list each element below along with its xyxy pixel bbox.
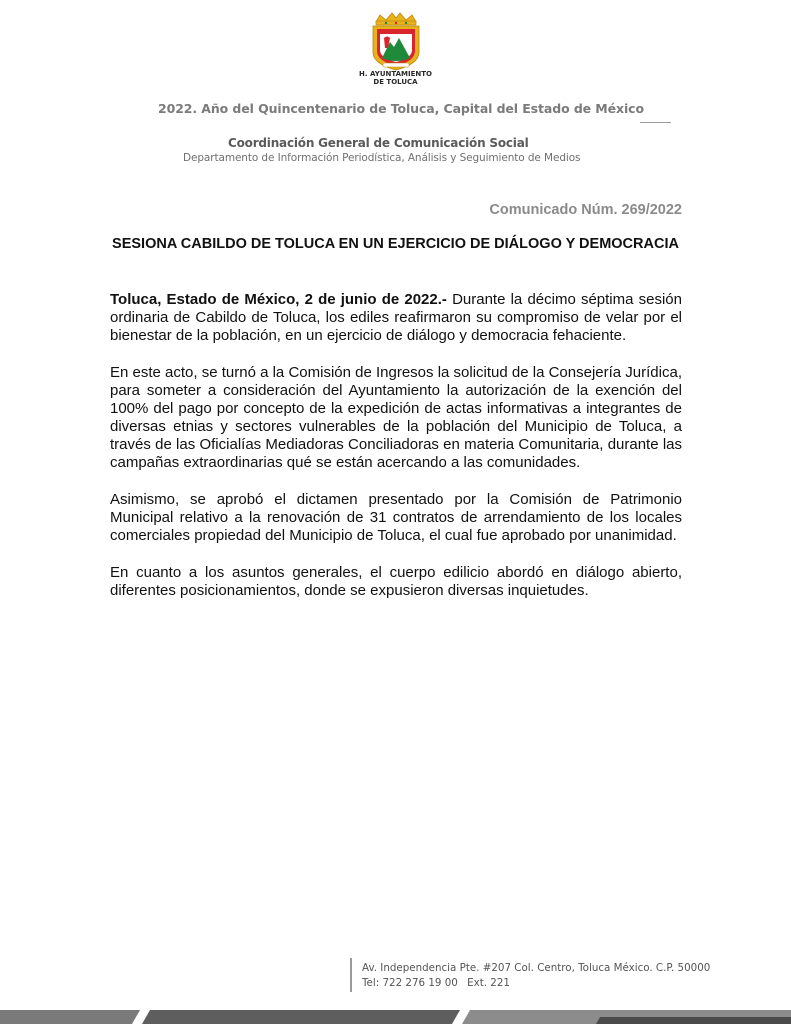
paragraph-4: En cuanto a los asuntos generales, el cuerpo edilicio abordó en diálogo abierto, diferentes posicionamientos, donde se expusieron diversas inquietudes.: [110, 564, 682, 599]
document-body: [110, 291, 682, 619]
footer-divider: [350, 958, 352, 992]
footer-address: Av. Independencia Pte. #207 Col. Centro, Toluca México. C.P. 50000: [362, 962, 711, 974]
toluca-coat-of-arms-logo: [366, 12, 426, 72]
paragraph-2: En este acto, se turnó a la Comisión de Ingresos la solicitud de la Consejería Jurídica, para someter a consideración del Ayuntamiento la autorización de la exención del 100% del pago por concepto de la expedición de actas informativas a integrantes de diversas etnias y sectores vulnerables de la población del Municipio de Toluca, a través de las Oficialías Mediadoras Conciliadoras en materia Comunitaria, durante las campañas extraordinarias qué se están acercando a las comunidades.: [110, 364, 682, 471]
footer-decorative-stripes: [0, 1008, 791, 1024]
comunicado-number: Comunicado Núm. 269/2022: [489, 202, 682, 218]
department-subtitle: Departamento de Información Periodística, Análisis y Seguimiento de Medios: [183, 152, 581, 164]
dateline: Toluca, Estado de México, 2 de junio de 2022.-: [110, 291, 447, 308]
footer-contact: [362, 977, 516, 989]
logo-caption: [330, 70, 461, 86]
footer-phone: Tel: 722 276 19 00: [362, 977, 458, 989]
coordination-title: Coordinación General de Comunicación Social: [228, 136, 529, 150]
year-banner: 2022. Año del Quincentenario de Toluca, Capital del Estado de México: [158, 101, 644, 116]
paragraph-1: [110, 291, 682, 345]
footer-extension: Ext. 221: [467, 977, 510, 989]
headline: SESIONA CABILDO DE TOLUCA EN UN EJERCICIO DE DIÁLOGO Y DEMOCRACIA: [112, 236, 679, 252]
paragraph-1-text: Durante la décimo séptima sesión ordinaria de Cabildo de Toluca, los ediles reafirmaron su compromiso de velar por el bienestar de la población, en un ejercicio de diálogo y democracia fehaciente.: [110, 291, 682, 344]
year-banner-rule: [640, 122, 671, 123]
logo-caption-line1: H. AYUNTAMIENTO: [359, 70, 432, 78]
logo-caption-line2: DE TOLUCA: [373, 78, 418, 86]
paragraph-3: Asimismo, se aprobó el dictamen presentado por la Comisión de Patrimonio Municipal relativo a la renovación de 31 contratos de arrendamiento de los locales comerciales propiedad del Municipio de Toluca, el cual fue aprobado por unanimidad.: [110, 491, 682, 544]
